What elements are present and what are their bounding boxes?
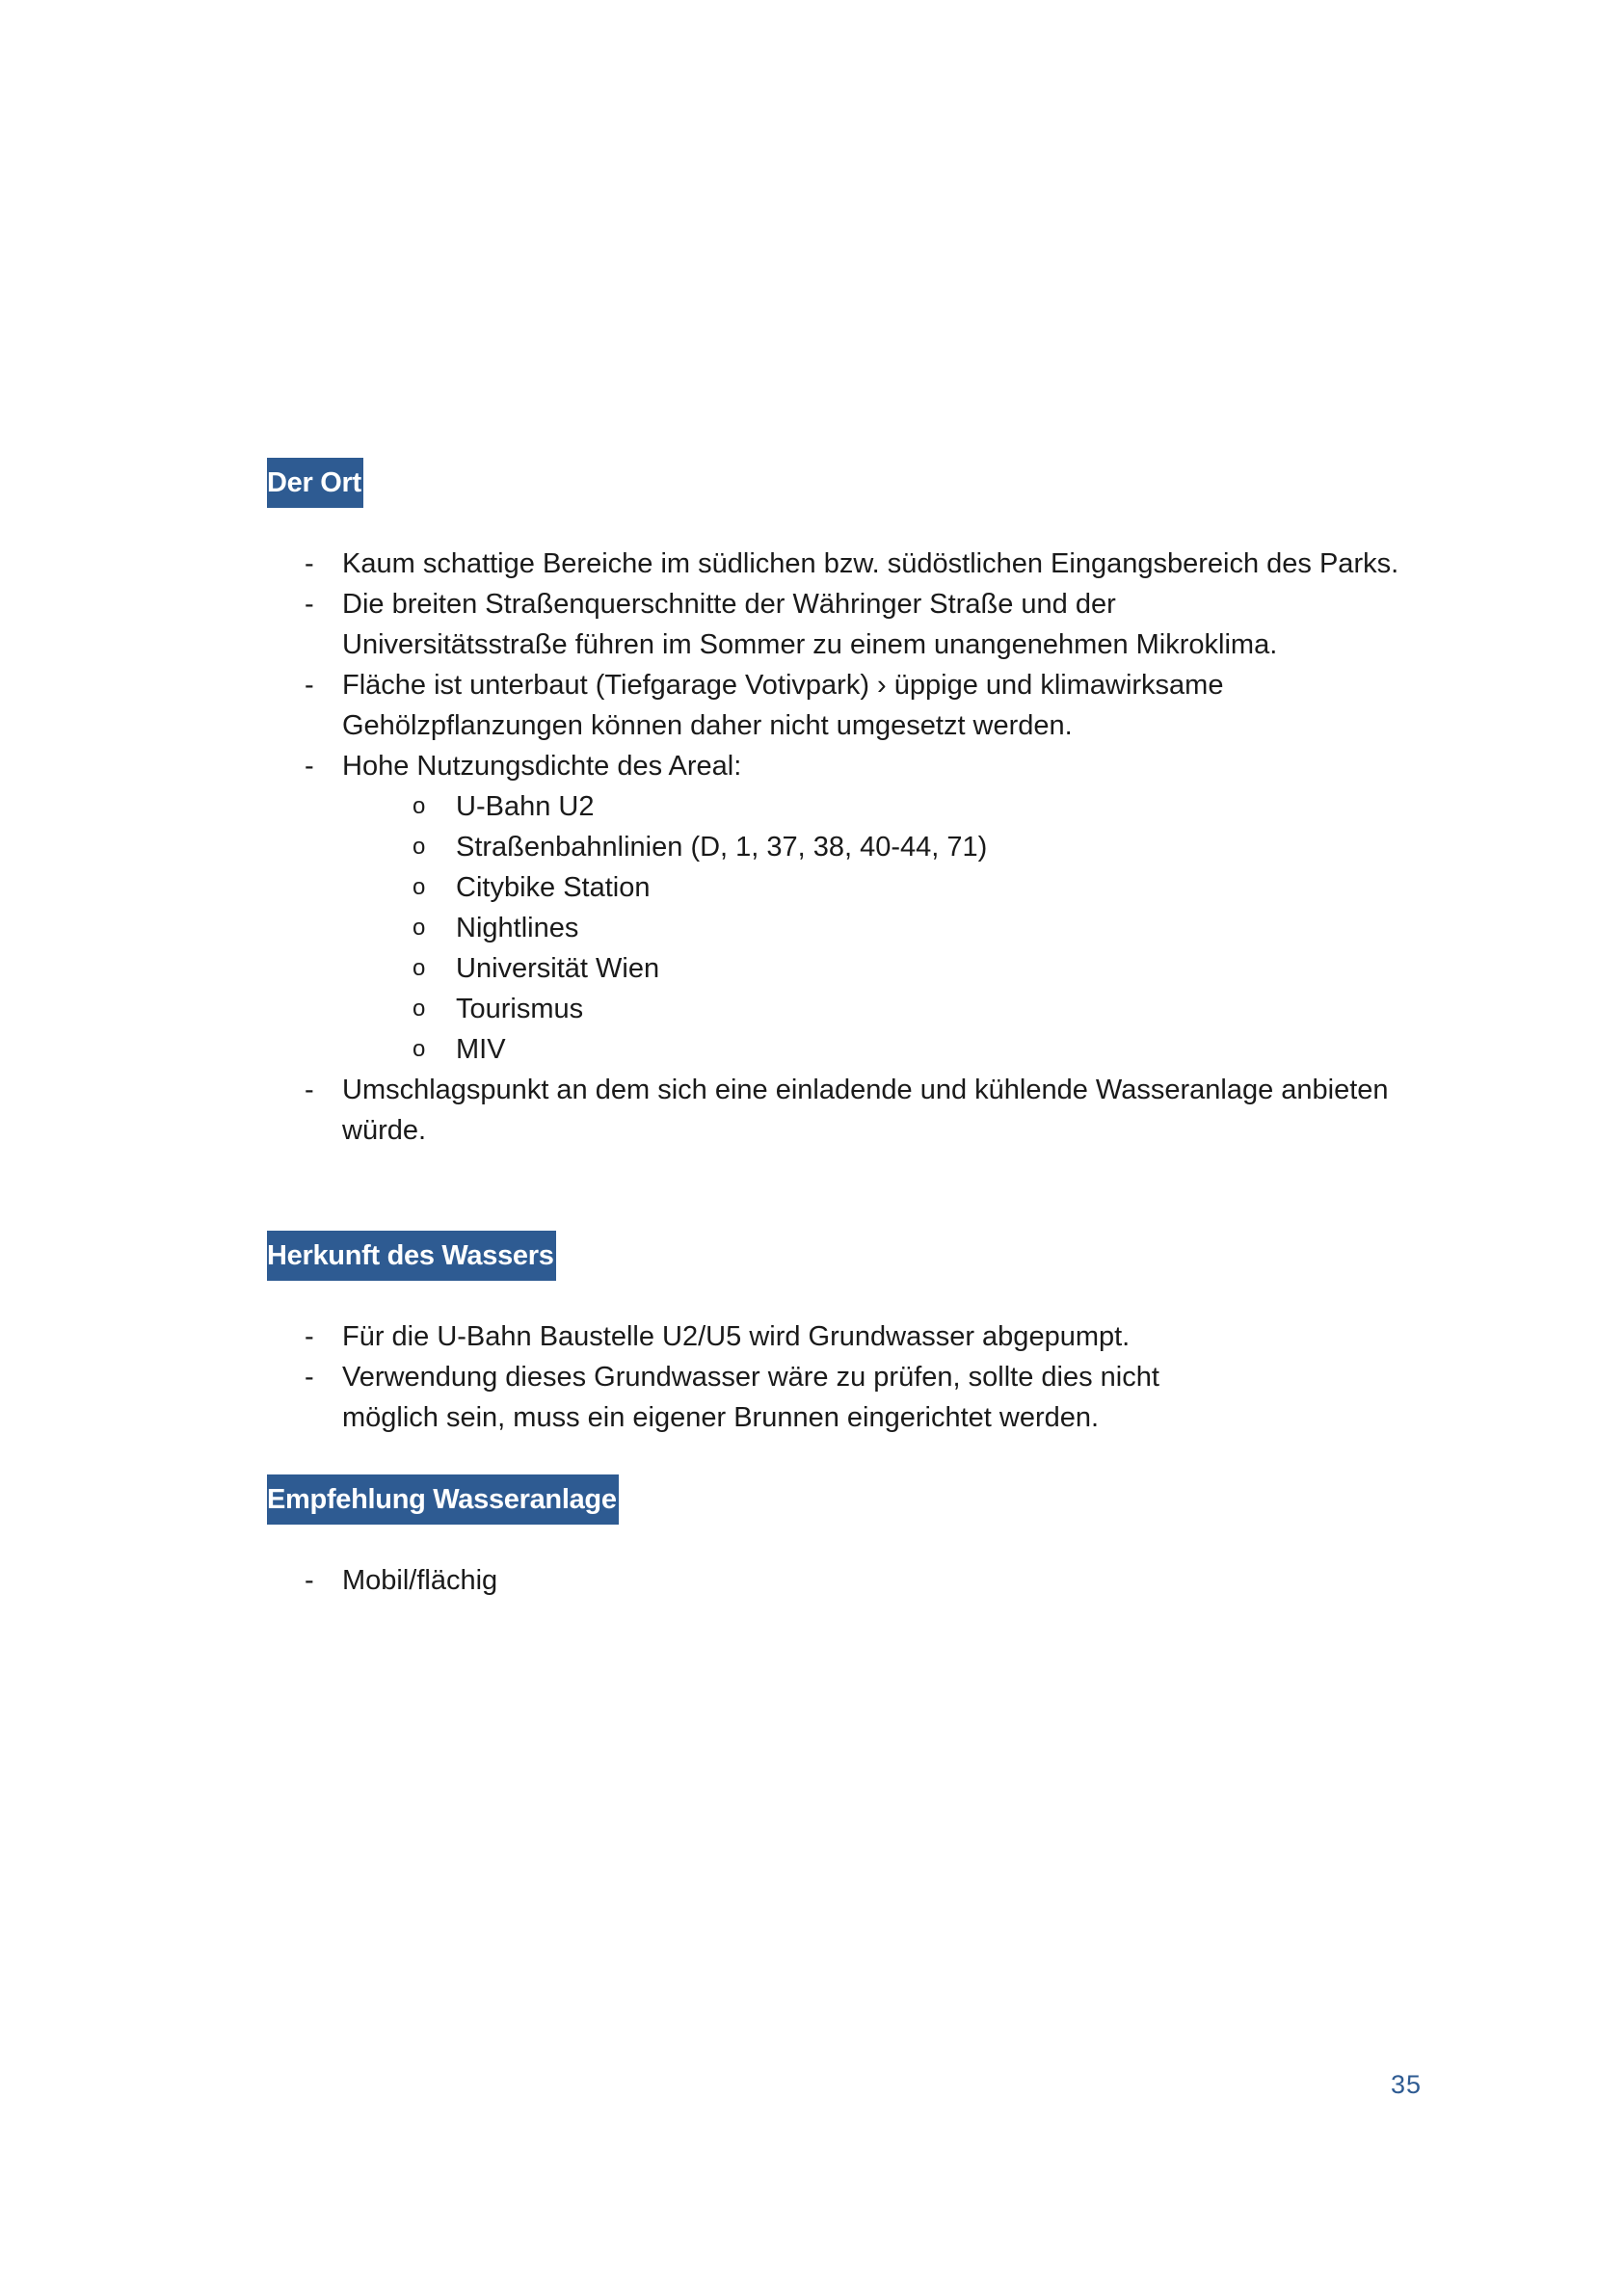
dash-bullet: - — [305, 1362, 314, 1393]
list-item — [0, 1070, 1624, 1151]
dash-bullet: - — [305, 751, 314, 782]
list-item — [0, 584, 1624, 665]
sub-list-item-text: Tourismus — [456, 994, 584, 1024]
sub-list-item-text: MIV — [456, 1034, 506, 1065]
list-item — [0, 665, 1624, 746]
dash-bullet: - — [305, 589, 314, 620]
list-item-text: Kaum schattige Bereiche im südlichen bzw. südöstlichen Eingangsbereich des Parks. — [342, 548, 1399, 579]
circle-bullet: o — [413, 834, 426, 860]
sub-list-item-text: Straßenbahnlinien (D, 1, 37, 38, 40-44, 71) — [456, 832, 988, 863]
list-der-ort — [0, 544, 1624, 1151]
sub-list-item — [0, 948, 1624, 989]
list-item — [0, 544, 1624, 584]
list-item-text: Fläche ist unterbaut (Tiefgarage Votivpark) › üppige und klimawirksame — [342, 670, 1224, 701]
list-item — [0, 1316, 1624, 1357]
sub-list-item — [0, 786, 1624, 827]
section-heading-herkunft: Herkunft des Wassers — [267, 1231, 556, 1281]
dash-bullet: - — [305, 1075, 314, 1105]
page-number: 35 — [1391, 2070, 1423, 2099]
sub-list-item — [0, 1029, 1624, 1070]
list-item-text: Die breiten Straßenquerschnitte der Währinger Straße und der — [342, 589, 1116, 620]
list-empfehlung — [0, 1560, 1624, 1601]
sub-list-item-text: Nightlines — [456, 913, 579, 943]
list-herkunft — [0, 1316, 1624, 1438]
list-item-text: Umschlagspunkt an dem sich eine einladende und kühlende Wasseranlage anbieten — [342, 1075, 1389, 1105]
circle-bullet: o — [413, 874, 426, 900]
list-item-text-continued: Gehölzpflanzungen können daher nicht umgesetzt werden. — [342, 710, 1073, 741]
list-item — [0, 1560, 1624, 1601]
list-item — [0, 1357, 1624, 1438]
circle-bullet: o — [413, 1036, 426, 1062]
dash-bullet: - — [305, 670, 314, 701]
dash-bullet: - — [305, 1321, 314, 1352]
section-heading-der-ort: Der Ort — [267, 458, 363, 508]
list-item-text: Mobil/flächig — [342, 1565, 498, 1596]
list-item-text: Für die U-Bahn Baustelle U2/U5 wird Grundwasser abgepumpt. — [342, 1321, 1131, 1352]
section-heading-empfehlung: Empfehlung Wasseranlage — [267, 1474, 619, 1525]
dash-bullet: - — [305, 1565, 314, 1596]
dash-bullet: - — [305, 548, 314, 579]
sub-list-item — [0, 867, 1624, 908]
sub-list-item-text: Universität Wien — [456, 953, 660, 984]
list-item-text: Verwendung dieses Grundwasser wäre zu prüfen, sollte dies nicht — [342, 1362, 1159, 1393]
circle-bullet: o — [413, 955, 426, 981]
list-item — [0, 746, 1624, 786]
sub-list-item-text: Citybike Station — [456, 872, 651, 903]
list-item-text-continued: würde. — [342, 1115, 427, 1146]
sub-list-item — [0, 908, 1624, 948]
list-item-text-continued: möglich sein, muss ein eigener Brunnen eingerichtet werden. — [342, 1402, 1100, 1433]
circle-bullet: o — [413, 996, 426, 1022]
list-item-text: Hohe Nutzungsdichte des Areal: — [342, 751, 742, 782]
sub-list-item-text: U-Bahn U2 — [456, 791, 595, 822]
sub-list-item — [0, 989, 1624, 1029]
sub-list-item — [0, 827, 1624, 867]
circle-bullet: o — [413, 915, 426, 941]
circle-bullet: o — [413, 793, 426, 819]
list-item-text-continued: Universitätsstraße führen im Sommer zu einem unangenehmen Mikroklima. — [342, 629, 1278, 660]
